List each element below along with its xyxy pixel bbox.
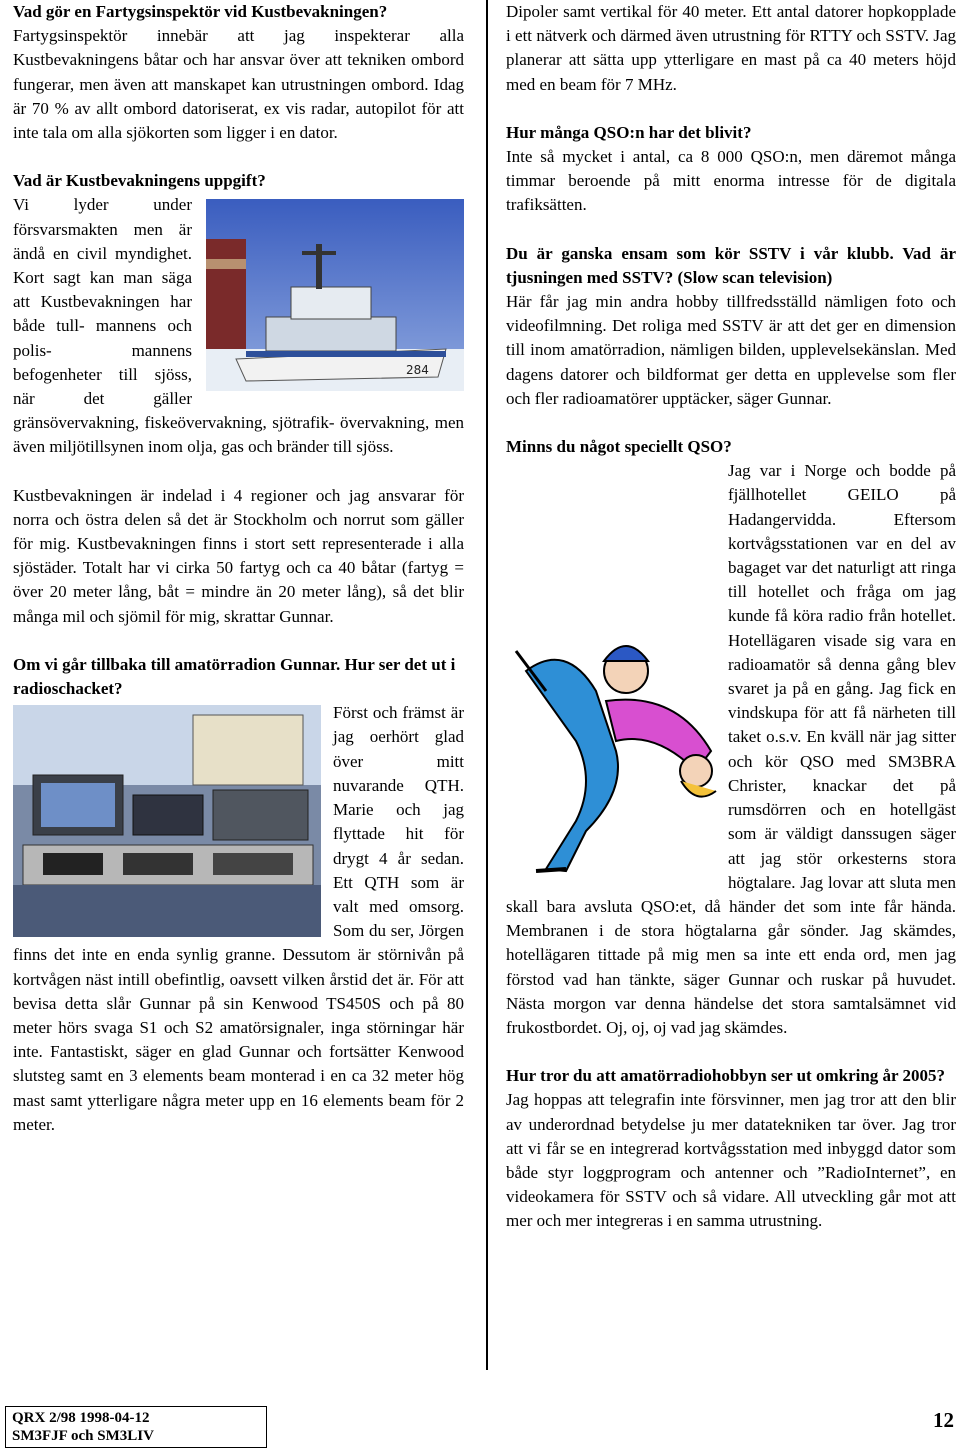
left-column [13, 0, 464, 1137]
radio-shack-photo [13, 705, 321, 937]
svg-text:284: 284 [406, 363, 429, 378]
heading-future: Hur tror du att amatörradiohobbyn ser ut omkring år 2005? [506, 1066, 946, 1086]
coast-guard-boat-photo [206, 199, 464, 391]
paragraph-task: Vi lyder under försvarsmakten men är ändå en civil myndighet. Kort sagt kan man säga att Kustbevakningen har både tull- mannens och polis- mannens befogenheter till sjöss, när det gäller gränsövervakning, fiskeövervakning, sjötrafik- övervakning, men även miljötillsynen inom olja, gas och bränder till sjöss. [13, 195, 464, 457]
paragraph-role: Fartygsinspektör innebär att jag inspekterar alla Kustbevakningens båtar och har ansvar över att tekniken ombord fungerar, men även att manskapet kan utrustningen ombord. Idag är 70 % av allt ombord datoriserat, ex vis radar, autopilot för att inte tala om alla sjökorten som ligger i en dator. [13, 26, 464, 143]
paragraph-shack: Först och främst är jag oerhört glad över mitt nuvarande QTH. Marie och jag flyttade hit för drygt 4 år sedan. Ett QTH som är valt med omsorg. Som du ser, Jörgen finns det inte en enda synlig granne. Dessutom är störnivån på kortvågen näst intill obefintlig, oavsett vilken årstid det är. För att bevisa detta slår Gunnar på sin Kenwood TS450S och på 80 meter hörs svaga S1 och S2 amatörsignaler, inga störningar här inte. Fantastiskt, säger en glad Gunnar och fortsätter Kenwood slutsteg samt en 3 elements beam monterad i en ca 32 meter hög mast samt ytterligare några meter upp en 16 elements beam för 2 meter. [13, 703, 464, 1134]
paragraph-qso: Inte så mycket i antal, ca 8 000 QSO:n, men däremot många timmar beroende på mitt enorma intresse för de digitala trafiksätten. [506, 147, 956, 215]
heading-role: Vad gör en Fartygsinspektör vid Kustbevakningen? [13, 2, 388, 21]
heading-sstv: Du är ganska ensam som kör SSTV i vår klubb. Vad är tjusningen med SSTV? (Slow scan television) [506, 243, 956, 287]
column-divider [486, 0, 488, 1370]
heading-shack: Om vi går tillbaka till amatörradion Gunnar. Hur ser det ut i radioschacket? [13, 654, 456, 699]
paragraph-future: Jag hoppas att telegrafin inte försvinner, men jag tror att den blir av underordnad betydelse ju mer datatekniken tar över. Jag tror att vi får se en integrerad kortvågsstation med inbyggd dator som både styr loggprogram och antenner och ”RadioInternet”, en videokamera för SSTV och så vidare. All utveckling går mot att mer och mer integreras i en samma utrustning. [506, 1090, 956, 1231]
dancing-couple-illustration [506, 631, 718, 877]
footer-authors: SM3FJF och SM3LIV [12, 1428, 154, 1444]
heading-task: Vad är Kustbevakningens uppgift? [13, 171, 266, 191]
paragraph-special: Jag var i Norge och bodde på fjällhotellet GEILO på Hadangervidda. Eftersom kortvågsstationen var en del av bagaget var det naturligt att ringa till hotellet och fråga om jag kunde få köra radio från hotellet. Hotellägaren visade sig vara en radioamatör så denna gång blev svaret ja på en gång. Jag fick en vindskupa för att få närheten till taket o.s.v. En kväll när jag sitter och kör QSO med SM3BRA Christer, knackar det på rumsdörren och en hotellgäst som är väldigt danssugen säger att jag stör orkesterns stora högtalare. Jag lovar att sluta men skall bara avsluta QSO:et, då händer det som inte får hända. Membranen i de stora högtalarna går sönder. Jag skämdes, hotellägaren tittade på mig men sa inte ett enda ord, men jag förstod vad han tänkte, säger Gunnar och ruskar på huvudet. Nästa morgon var denna händelse det stora samtalsämnet vid frukostbordet. Oj, oj, oj vad jag skämdes. [506, 461, 956, 1037]
paragraph-regions: Kustbevakningen är indelad i 4 regioner och jag ansvarar för norra och östra delen så det är Stockholm och norrut som gäller för mig. Kustbevakningen finns i stort sett representerade i alla sjöstäder. Totalt har vi cirka 50 fartyg och ca 40 båtar (fartyg = över 20 meter lång, båt = mindre än 20 meter lång), så det blir många mil och sjömil för mig, skrattar Gunnar. [13, 485, 464, 626]
paragraph-antennas: Dipoler samt vertikal för 40 meter. Ett antal datorer hopkopplade i ett nätverk och därmed även utrustning för RTTY och SSTV. Jag planerar att sätta upp ytterligare en mast på ca 40 meters höjd med en beam för 7 MHz. [506, 2, 956, 94]
paragraph-sstv: Här får jag min andra hobby tillfredsställd nämligen foto och videofilmning. Det roliga med SSTV är att det ger en dimension till inom amatörradion, nämligen bilden, upplevelsekänslan. Med dagens datorer och bildformat ger detta en upplevelse som fler och fler radioamatörer upptäcker, säger Gunnar. [506, 292, 956, 408]
footer-issue: QRX 2/98 1998-04-12 [12, 1410, 150, 1426]
right-column [506, 0, 956, 1234]
heading-special: Minns du något speciellt QSO? [506, 437, 732, 457]
page-number: 12 [933, 1408, 954, 1432]
footer-issue-box [5, 1406, 267, 1448]
heading-qso: Hur många QSO:n har det blivit? [506, 122, 752, 142]
